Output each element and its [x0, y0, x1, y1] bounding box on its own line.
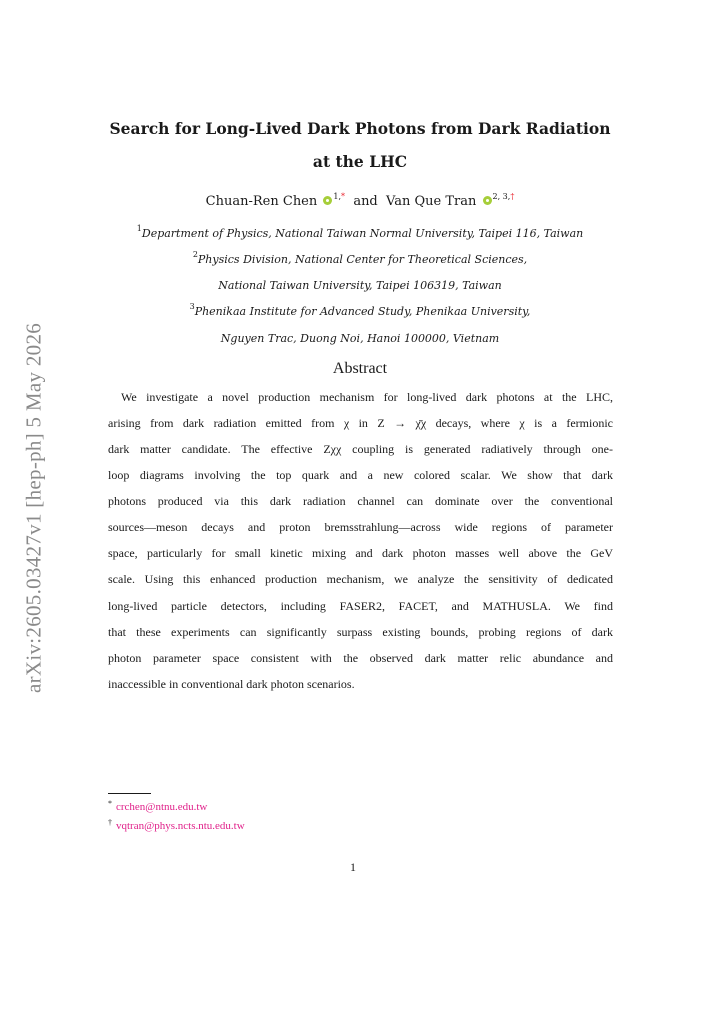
- author-name: Chuan-Ren Chen: [205, 194, 318, 209]
- abstract-line: inaccessible in conventional dark photon scenarios.: [108, 677, 355, 691]
- abstract-heading: Abstract: [332, 360, 388, 377]
- abstract-line: We investigate a novel production mechanism for long-lived dark photons at the LHC,: [121, 390, 613, 404]
- abstract-line: dark matter candidate. The effective Zχχ coupling is generated radiatively through one-: [108, 442, 613, 456]
- author-name: Van Que Tran: [386, 194, 477, 209]
- orcid-icon[interactable]: [323, 196, 332, 205]
- affiliation-number: 1: [136, 224, 142, 233]
- abstract-line: arising from dark radiation emitted from χ in Z → χ̄χ decays, where χ is a fermionic: [108, 416, 613, 430]
- abstract-line: space, particularly for small kinetic mixing and dark photon masses well above the GeV: [108, 546, 613, 560]
- paper-title-line-2: at the LHC: [312, 152, 408, 171]
- affiliation-3-line-2: Nguyen Trac, Duong Noi, Hanoi 100000, Vietnam: [220, 332, 500, 345]
- paper-title-line-1: Search for Long-Lived Dark Photons from Dark Radiation: [109, 119, 611, 138]
- abstract-line: loop diagrams involving the top quark and a new colored scalar. We show that dark: [108, 468, 613, 482]
- author-list: [100, 194, 620, 209]
- affiliation-text: Phenikaa Institute for Advanced Study, Phenikaa University,: [194, 305, 531, 318]
- footnote-mark: *: [108, 799, 112, 808]
- affiliation-2-line-2: National Taiwan University, Taipei 106319, Taiwan: [218, 279, 502, 292]
- email-link[interactable]: vqtran@phys.ncts.ntu.edu.tw: [116, 820, 245, 832]
- author-conjunction: and: [353, 194, 378, 209]
- footnote-divider: [108, 793, 151, 794]
- arxiv-identifier: arXiv:2605.03427v1 [hep-ph] 5 May 2026: [21, 322, 46, 694]
- abstract-line: photons produced via this dark radiation channel can dominate over the conventional: [108, 494, 613, 508]
- footnote-mark: †: [108, 818, 112, 827]
- abstract-line: sources—meson decays and proton bremsstrahlung—across wide regions of parameter: [108, 520, 613, 534]
- footnote-2: [108, 818, 245, 832]
- affiliation-text: Physics Division, National Center for Theoretical Sciences,: [197, 253, 528, 266]
- author-affiliation-marker: 1,*: [333, 192, 346, 201]
- abstract-line: photon parameter space consistent with the observed dark matter relic abundance and: [108, 651, 613, 665]
- affiliation-number: 3: [189, 302, 195, 311]
- footnote-link[interactable]: *: [341, 192, 346, 201]
- abstract-line: long-lived particle detectors, including FASER2, FACET, and MATHUSLA. We find: [108, 599, 613, 613]
- affiliation-1: [100, 224, 620, 240]
- footnote-link[interactable]: †: [510, 192, 515, 201]
- abstract-line: scale. Using this enhanced production mechanism, we analyze the sensitivity of dedicated: [108, 572, 613, 586]
- email-link[interactable]: crchen@ntnu.edu.tw: [116, 801, 208, 813]
- abstract-line: that these experiments can significantly surpass existing bounds, probing regions of dark: [108, 625, 613, 639]
- affiliation-3: [100, 302, 620, 318]
- page-number: 1: [350, 860, 356, 874]
- footnote-1: [108, 799, 207, 813]
- affiliation-number: 2: [192, 250, 198, 259]
- affiliation-2: [100, 250, 620, 266]
- author-affiliation-marker: 2, 3,†: [492, 192, 515, 201]
- orcid-icon[interactable]: [483, 196, 492, 205]
- affiliation-text: Department of Physics, National Taiwan Normal University, Taipei 116, Taiwan: [141, 227, 584, 240]
